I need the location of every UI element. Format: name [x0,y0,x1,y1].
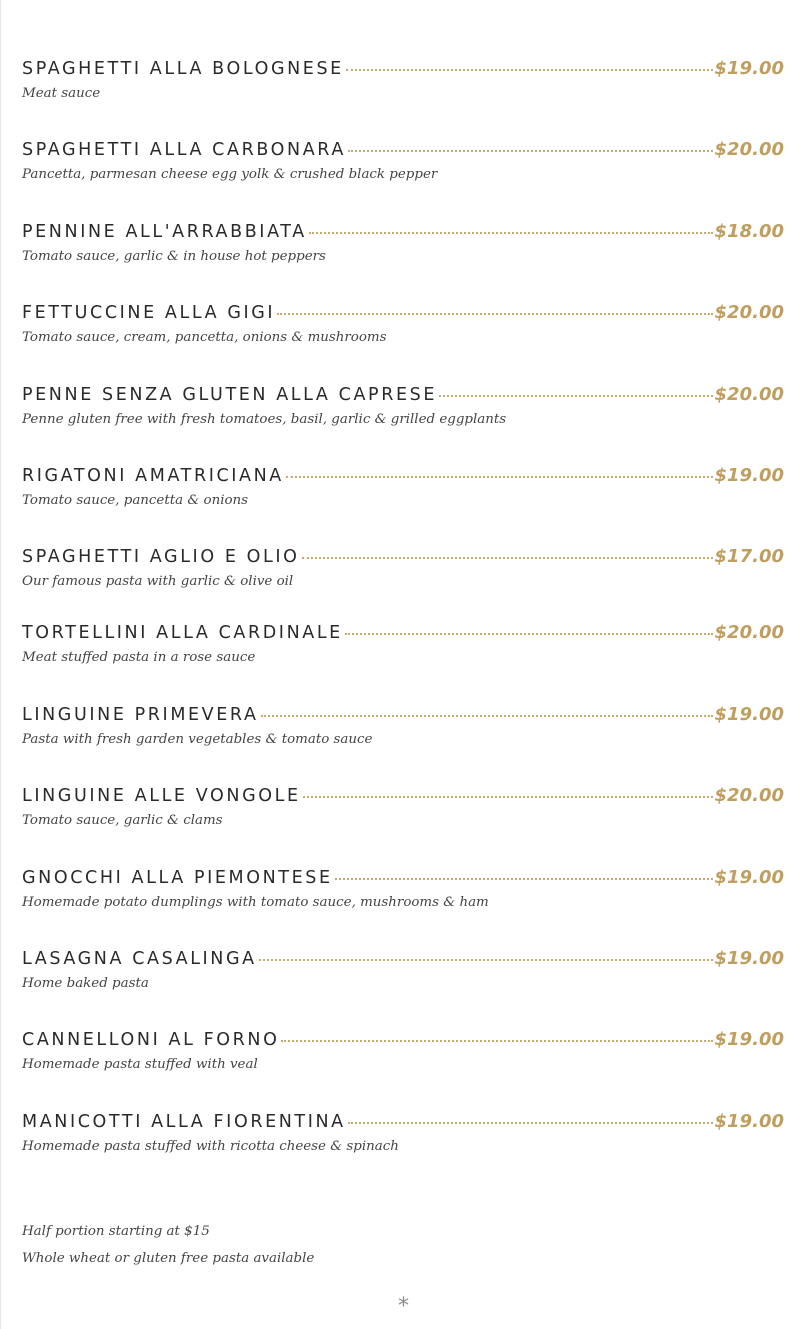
asterisk-ornament-icon: * [398,1294,409,1319]
half-portion-note: Half portion starting at $15 [22,1224,210,1239]
menu-item-price: $17.00 [714,546,784,568]
dotted-leader [346,69,713,71]
menu-item-description: Pancetta, parmesan cheese egg yolk & crushed black pepper [22,167,438,183]
menu-item-price: $19.00 [714,866,784,888]
dotted-leader [303,796,713,798]
menu-item-name: MANICOTTI ALLA FIORENTINA [22,1111,346,1132]
menu-item-name: SPAGHETTI AGLIO E OLIO [22,547,300,568]
menu-item-price: $19.00 [714,1110,784,1132]
menu-item-price: $20.00 [714,139,784,161]
menu-item [22,465,784,546]
menu-item [22,302,784,383]
dotted-leader [439,395,713,397]
menu-item-name: PENNINE ALL'ARRABBIATA [22,221,307,242]
menu-item-description: Our famous pasta with garlic & olive oil [22,574,294,590]
dotted-leader [261,715,713,717]
menu-item [22,1111,784,1192]
menu-item-price: $19.00 [714,464,784,486]
menu-item-description: Homemade pasta stuffed with ricotta cheese & spinach [22,1138,399,1154]
pasta-options-note: Whole wheat or gluten free pasta available [22,1251,315,1266]
dotted-leader [286,476,713,478]
menu-item-description: Tomato sauce, cream, pancetta, onions & mushrooms [22,330,387,346]
menu-item-price: $19.00 [714,1029,784,1051]
menu-item [22,1029,784,1110]
menu-item-price: $20.00 [714,785,784,807]
dotted-leader [302,557,713,559]
menu-item-name: FETTUCCINE ALLA GIGI [22,303,276,324]
menu-item-name: PENNE SENZA GLUTEN ALLA CAPRESE [22,384,437,405]
dotted-leader [259,959,713,961]
menu-item-name: GNOCCHI ALLA PIEMONTESE [22,867,333,888]
menu-item-description: Meat stuffed pasta in a rose sauce [22,650,256,666]
menu-item-price: $18.00 [714,220,784,242]
menu-item-description: Tomato sauce, garlic & clams [22,813,223,829]
menu-item-price: $20.00 [714,622,784,644]
menu-item-name: LASAGNA CASALINGA [22,948,257,969]
menu-item [22,948,784,1029]
page-left-border [0,0,1,1329]
menu-item-name: CANNELLONI AL FORNO [22,1030,280,1051]
menu-item [22,622,784,703]
menu-item-price: $19.00 [714,947,784,969]
menu-item-price: $20.00 [714,302,784,324]
dotted-leader [348,150,713,152]
menu-item-description: Homemade potato dumplings with tomato sauce, mushrooms & ham [22,894,489,910]
menu-item [22,58,784,139]
menu-item-name: TORTELLINI ALLA CARDINALE [22,623,343,644]
pasta-menu-list [22,58,784,1192]
menu-item-description: Pasta with fresh garden vegetables & tomato sauce [22,731,373,747]
menu-item [22,384,784,465]
menu-item-name: LINGUINE PRIMEVERA [22,704,259,725]
menu-item-price: $19.00 [714,703,784,725]
menu-item-description: Tomato sauce, pancetta & onions [22,492,249,508]
menu-item-description: Tomato sauce, garlic & in house hot peppers [22,248,326,264]
menu-item [22,867,784,948]
menu-item [22,139,784,220]
menu-item-description: Homemade pasta stuffed with veal [22,1057,258,1073]
menu-item-description: Home baked pasta [22,975,149,991]
menu-notes [22,1224,314,1278]
menu-item-name: RIGATONI AMATRICIANA [22,465,284,486]
menu-item-price: $20.00 [714,383,784,405]
menu-item-description: Meat sauce [22,86,101,101]
menu-item-name: SPAGHETTI ALLA BOLOGNESE [22,59,344,79]
dotted-leader [277,313,712,315]
menu-item [22,704,784,785]
menu-item-description: Penne gluten free with fresh tomatoes, basil, garlic & grilled eggplants [22,411,507,427]
dotted-leader [281,1040,712,1042]
menu-item [22,785,784,866]
menu-item-price: $19.00 [714,58,784,79]
menu-item-name: LINGUINE ALLE VONGOLE [22,786,301,807]
dotted-leader [348,1122,713,1124]
menu-item [22,221,784,302]
dotted-leader [309,232,713,234]
menu-item-name: SPAGHETTI ALLA CARBONARA [22,140,346,161]
dotted-leader [335,878,713,880]
dotted-leader [345,633,713,635]
menu-item [22,546,784,622]
